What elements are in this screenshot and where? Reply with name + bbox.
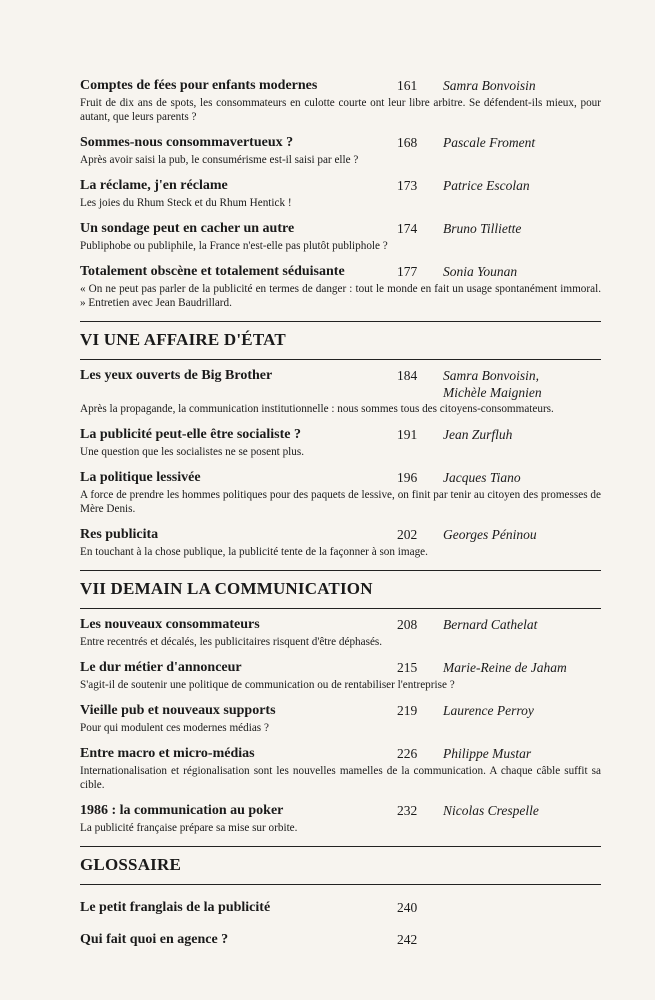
toc-entry (80, 368, 601, 416)
entry-title: Totalement obscène et totalement séduisante (80, 264, 345, 279)
entry-description: Après la propagande, la communication institutionnelle : nous sommes tous des citoyens-consommateurs. (80, 403, 554, 415)
toc-entry (80, 527, 601, 559)
entry-page: 226 (397, 746, 418, 761)
toc-entry (80, 264, 601, 310)
entry-author: Nicolas Crespelle (443, 803, 539, 818)
toc-entry (80, 470, 601, 516)
entry-description: S'agit-il de soutenir une politique de communication ou de rentabiliser l'entreprise ? (80, 679, 455, 691)
entry-description: Fruit de dix ans de spots, les consommateurs en culotte courte ont leur libre arbitre. Se défendent-ils mieux, pour autant, que leurs parents ? (80, 97, 601, 123)
entry-author: Philippe Mustar (443, 746, 532, 761)
entry-title: Sommes-nous consommavertueux ? (80, 135, 294, 150)
entry-title: Un sondage peut en cacher un autre (80, 221, 295, 236)
entry-author: Laurence Perroy (443, 703, 534, 718)
toc-entry (80, 900, 601, 917)
entry-title: Le petit franglais de la publicité (80, 900, 271, 915)
entry-description: « On ne peut pas parler de la publicité en termes de danger : tout le monde en fait un usage spontanément immoral. » Entretien avec Jean Baudrillard. (80, 283, 601, 309)
entry-page: 177 (397, 264, 418, 279)
entry-author: Samra Bonvoisin, (443, 368, 539, 383)
entry-title: La politique lessivée (80, 470, 201, 485)
entry-page: 184 (397, 368, 418, 383)
entry-author: Bernard Cathelat (443, 617, 538, 632)
entry-description: La publicité française prépare sa mise sur orbite. (80, 822, 298, 834)
entry-author: Samra Bonvoisin (443, 78, 536, 93)
entry-title: Vieille pub et nouveaux supports (80, 703, 276, 718)
toc-entry (80, 660, 601, 692)
toc-entry (80, 135, 601, 167)
entry-page: 196 (397, 470, 418, 485)
intro-entries (80, 78, 601, 310)
entry-author: Patrice Escolan (443, 178, 530, 193)
entry-page: 173 (397, 178, 418, 193)
toc-entry (80, 617, 601, 649)
entry-page: 240 (397, 900, 418, 915)
entry-author: Marie-Reine de Jaham (443, 660, 567, 675)
entry-title: 1986 : la communication au poker (80, 803, 284, 818)
entry-description: Après avoir saisi la pub, le consumérisme est-il saisi par elle ? (80, 154, 359, 166)
entry-author: Jacques Tiano (443, 470, 521, 485)
entry-title: Entre macro et micro-médias (80, 746, 255, 761)
entry-description: Internationalisation et régionalisation sont les nouvelles mamelles de la communication. A chaque câble suffit sa cible. (80, 765, 601, 791)
toc-entry (80, 221, 601, 253)
entry-author: Pascale Froment (443, 135, 536, 150)
entry-description: En touchant à la chose publique, la publicité tente de la façonner à son image. (80, 546, 428, 558)
entry-page: 215 (397, 660, 418, 675)
entry-title: Res publicita (80, 527, 159, 542)
entry-page: 168 (397, 135, 418, 150)
entry-title: Comptes de fées pour enfants modernes (80, 78, 318, 93)
glossaire-entries (80, 900, 601, 949)
section-rule (80, 608, 601, 609)
entry-description: Publiphobe ou publiphile, la France n'est-elle pas plutôt publiphole ? (80, 240, 388, 252)
entry-title: La publicité peut-elle être socialiste ? (80, 427, 301, 442)
section-vii (80, 570, 601, 609)
entry-description: Entre recentrés et décalés, les publicitaires risquent d'être déphasés. (80, 636, 383, 648)
entry-author: Jean Zurfluh (443, 427, 513, 442)
entry-page: 191 (397, 427, 418, 442)
entry-title: Les nouveaux consommateurs (80, 617, 260, 632)
entry-author: Georges Péninou (443, 527, 537, 542)
entry-description: Les joies du Rhum Steck et du Rhum Hentick ! (80, 197, 292, 209)
entry-page: 232 (397, 803, 418, 818)
entry-title: Les yeux ouverts de Big Brother (80, 368, 273, 383)
section-heading: VII DEMAIN LA COMMUNICATION (80, 579, 373, 598)
entry-description: A force de prendre les hommes politiques pour des paquets de lessive, on finit par tenir au citoyen des promesses de Mère Denis. (80, 489, 601, 515)
entry-page: 242 (397, 932, 418, 947)
entry-title: La réclame, j'en réclame (80, 178, 228, 193)
toc-entry (80, 932, 601, 949)
entry-coauthor: Michèle Maignien (443, 385, 542, 400)
toc-entry (80, 178, 601, 210)
toc-entry (80, 78, 601, 124)
section-rule (80, 359, 601, 360)
section-vi-entries (80, 368, 601, 559)
section-glossaire (80, 846, 601, 885)
entry-page: 208 (397, 617, 418, 632)
entry-description: Une question que les socialistes ne se posent plus. (80, 446, 305, 458)
toc-entry (80, 746, 601, 792)
section-vii-entries (80, 617, 601, 835)
entry-description: Pour qui modulent ces modernes médias ? (80, 722, 269, 734)
entry-page: 219 (397, 703, 418, 718)
table-of-contents (80, 78, 601, 964)
entry-title: Le dur métier d'annonceur (80, 660, 242, 675)
entry-title: Qui fait quoi en agence ? (80, 932, 229, 947)
toc-entry (80, 803, 601, 835)
entry-page: 161 (397, 78, 418, 93)
entry-page: 202 (397, 527, 418, 542)
toc-entry (80, 703, 601, 735)
section-rule (80, 884, 601, 885)
entry-page: 174 (397, 221, 418, 236)
section-vi (80, 321, 601, 360)
entry-author: Bruno Tilliette (443, 221, 522, 236)
section-heading: GLOSSAIRE (80, 855, 182, 874)
section-heading: VI UNE AFFAIRE D'ÉTAT (80, 330, 286, 349)
toc-entry (80, 427, 601, 459)
entry-author: Sonia Younan (443, 264, 518, 279)
